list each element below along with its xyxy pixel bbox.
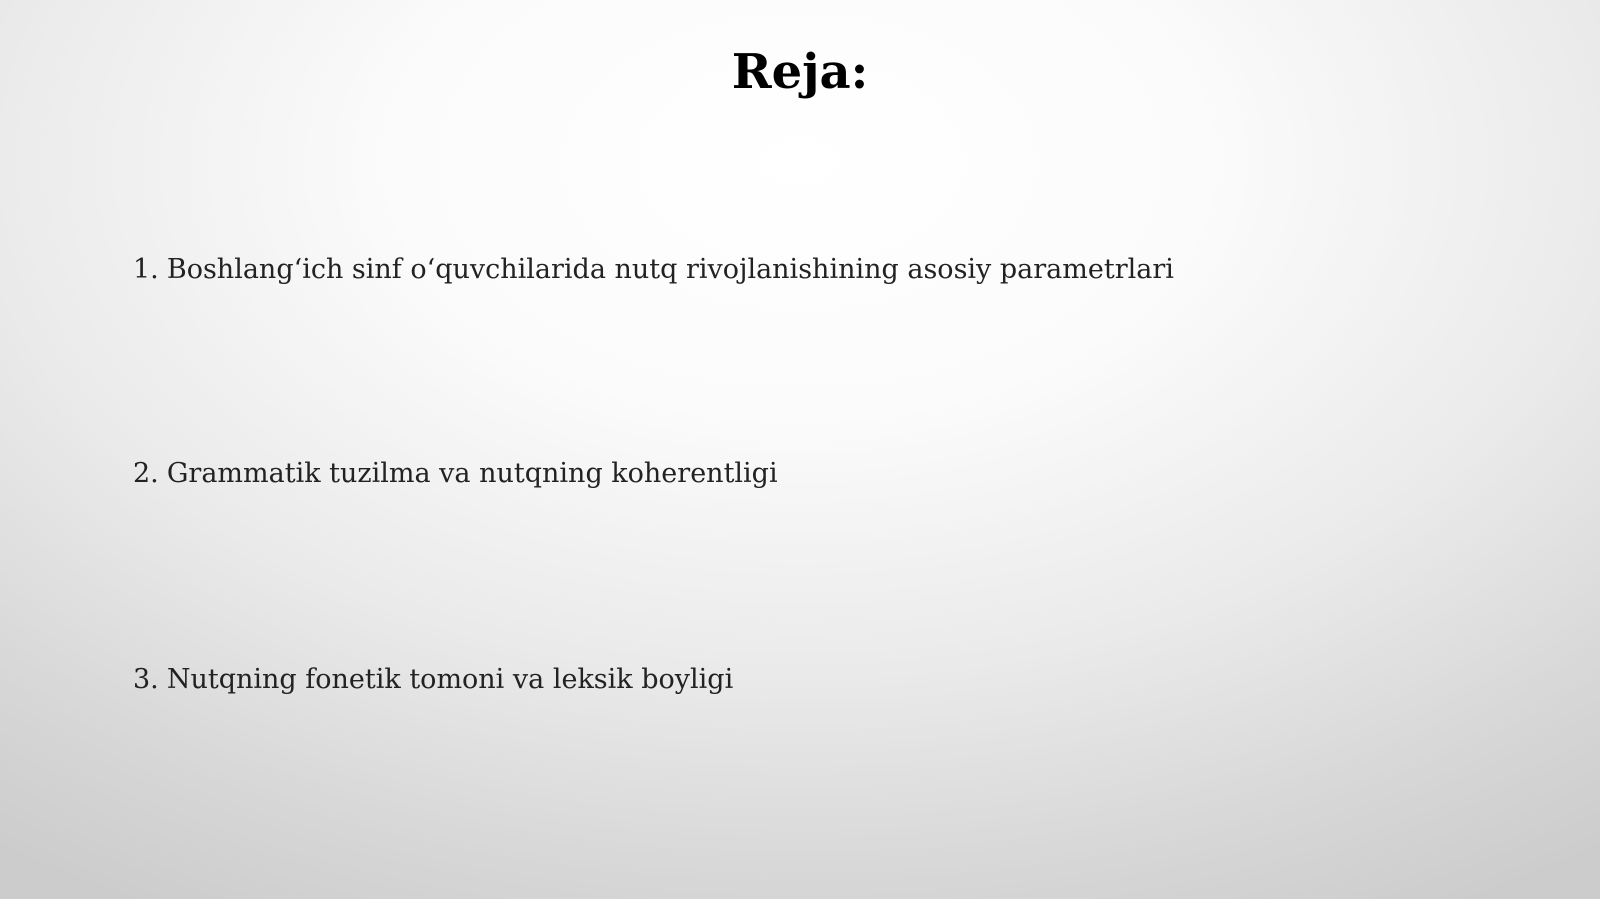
plan-item-2 <box>133 456 778 492</box>
plan-item-number: 3. <box>133 664 159 695</box>
plan-item-text: Grammatik tuzilma va nutqning koherentligi <box>166 458 778 489</box>
plan-item-text: Boshlang‘ich sinf o‘quvchilarida nutq rivojlanishining asosiy parametrlari <box>166 254 1174 285</box>
slide-title: Reja: <box>731 44 869 100</box>
plan-item-number: 2. <box>133 458 159 489</box>
plan-item-3 <box>133 662 733 698</box>
plan-item-1 <box>133 252 1174 288</box>
plan-item-number: 1. <box>133 254 159 285</box>
plan-item-text: Nutqning fonetik tomoni va leksik boyligi <box>166 664 734 695</box>
